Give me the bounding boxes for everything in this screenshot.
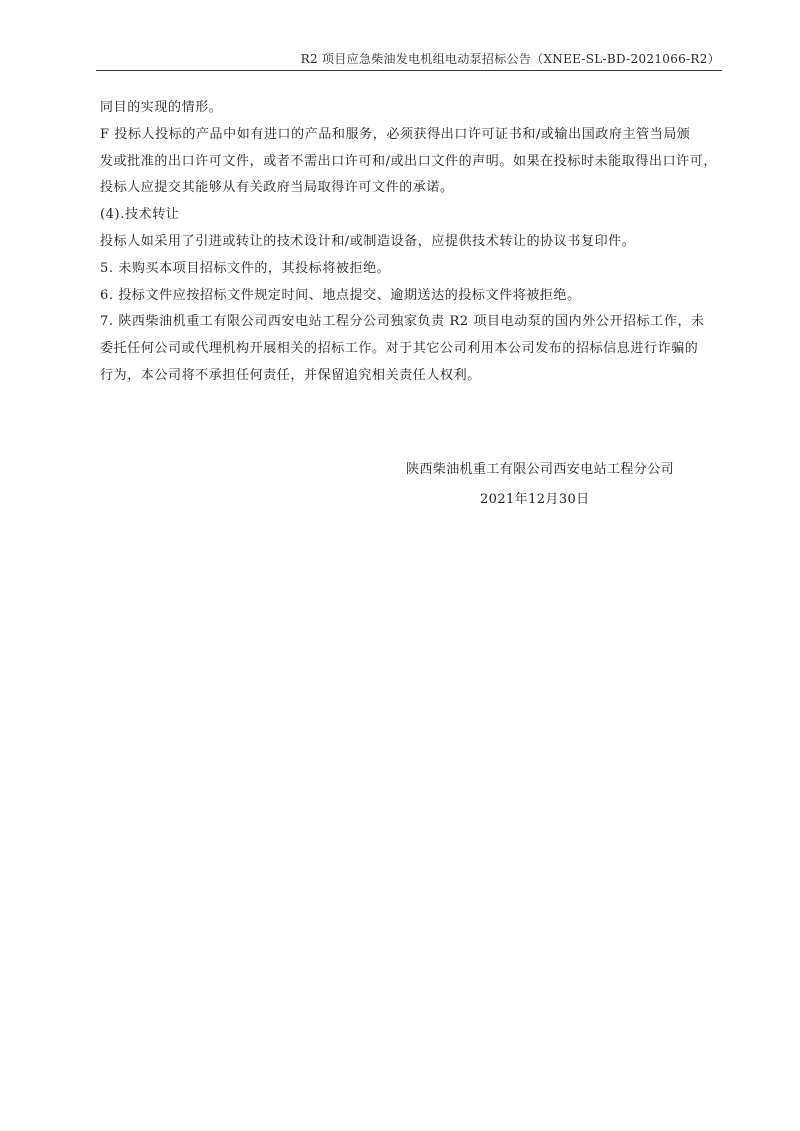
numbered-item: 5. 未购买本项目招标文件的，其投标将被拒绝。 <box>100 260 391 276</box>
body-line: 同目的实现的情形。 <box>100 100 223 115</box>
document-body <box>100 95 726 390</box>
header-title: R2 项目应急柴油发电机组电动泵招标公告（XNEE-SL-BD-2021066-R2） <box>300 52 720 66</box>
body-line: 委托任何公司或代理机构开展相关的招标工作。对于其它公司利用本公司发布的招标信息进行诈骗的 <box>100 341 699 357</box>
signature-date: 2021年12月30日 <box>480 492 590 507</box>
body-line: 投标人如采用了引进或转让的技术设计和/或制造设备，应提供技术转让的协议书复印件。 <box>100 233 636 249</box>
page-header <box>96 50 720 67</box>
body-line: 投标人应提交其能够从有关政府当局取得许可文件的承诺。 <box>100 180 454 196</box>
body-line: 发或批准的出口许可文件，或者不需出口许可和/或出口文件的声明。如果在投标时未能取得出口许可， <box>100 153 717 169</box>
signature-organization: 陕西柴油机重工有限公司西安电站工程分公司 <box>406 462 675 477</box>
body-line: 行为，本公司将不承担任何责任，并保留追究相关责任人权利。 <box>100 367 481 383</box>
header-divider <box>96 70 722 71</box>
section-heading: (4).技术转让 <box>100 207 180 223</box>
numbered-item: 7. 陕西柴油机重工有限公司西安电站工程分公司独家负责 R2 项目电动泵的国内外公开招标工作，未 <box>100 314 705 330</box>
body-line: F 投标人投标的产品中如有进口的产品和服务，必须获得出口许可证书和/或输出国政府主管当局颁 <box>100 126 691 142</box>
numbered-item: 6. 投标文件应按招标文件规定时间、地点提交、逾期送达的投标文件将被拒绝。 <box>100 287 581 303</box>
signature-block <box>400 455 700 515</box>
